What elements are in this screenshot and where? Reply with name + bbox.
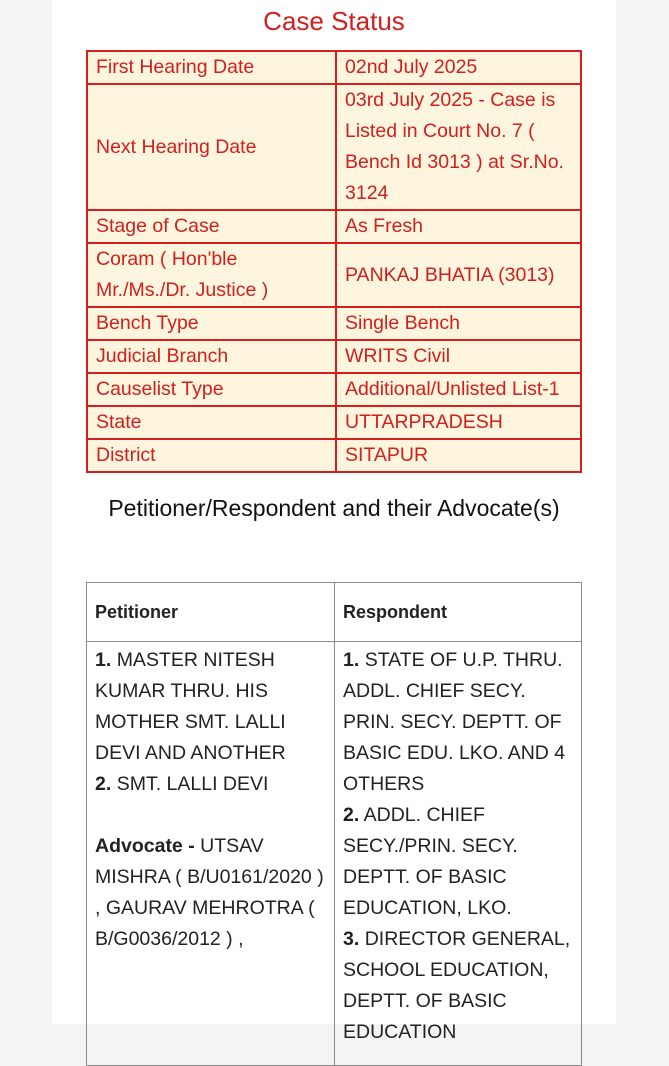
table-row [87,439,581,472]
petitioner-name: SMT. LALLI DEVI [116,773,269,795]
table-row [87,307,581,340]
row-value: SITAPUR [336,439,581,472]
table-row [87,373,581,406]
table-row [87,51,581,84]
petitioner-name: MASTER NITESH KUMAR THRU. HIS MOTHER SMT. LALLI DEVI AND ANOTHER [95,649,286,764]
row-label: First Hearing Date [87,51,336,84]
respondent-name: DIRECTOR GENERAL, SCHOOL EDUCATION, DEPTT. OF BASIC EDUCATION [343,928,571,1043]
row-value: 02nd July 2025 [336,51,581,84]
table-row [87,210,581,243]
row-label: Judicial Branch [87,340,336,373]
row-label: Stage of Case [87,210,336,243]
case-status-table [86,50,582,473]
row-value: As Fresh [336,210,581,243]
petitioner-header: Petitioner [87,583,335,642]
item-number: 3. [343,928,360,950]
spacer [95,800,326,831]
row-label: District [87,439,336,472]
parties-table [86,582,582,1066]
row-value: PANKAJ BHATIA (3013) [336,243,581,307]
table-header-row [87,583,582,642]
list-item [95,645,326,769]
item-number: 2. [343,804,360,826]
list-item [343,924,573,1048]
row-value: 03rd July 2025 - Case is Listed in Court No. 7 ( Bench Id 3013 ) at Sr.No. 3124 [336,84,581,210]
row-value: Additional/Unlisted List-1 [336,373,581,406]
respondent-name: STATE OF U.P. THRU. ADDL. CHIEF SECY. PRIN. SECY. DEPTT. OF BASIC EDU. LKO. AND 4 OTHERS [343,649,566,795]
row-label: Causelist Type [87,373,336,406]
row-label: State [87,406,336,439]
table-row [87,84,581,210]
row-value: Single Bench [336,307,581,340]
row-value: WRITS Civil [336,340,581,373]
list-item [95,769,326,800]
respondent-header: Respondent [335,583,582,642]
respondent-name: ADDL. CHIEF SECY./PRIN. SECY. DEPTT. OF BASIC EDUCATION, LKO. [343,804,518,919]
section-heading: Petitioner/Respondent and their Advocate(s) [108,495,560,521]
row-label: Next Hearing Date [87,84,336,210]
advocate-entry [95,831,326,955]
table-row [87,340,581,373]
petitioner-cell [87,642,335,1066]
row-label: Bench Type [87,307,336,340]
respondent-cell [335,642,582,1066]
case-page [52,0,616,1043]
row-label: Coram ( Hon'ble Mr./Ms./Dr. Justice ) [87,243,336,307]
item-number: 1. [343,649,360,671]
advocate-label: Advocate - [95,835,195,857]
table-row [87,642,582,1066]
list-item [343,800,573,924]
table-row [87,406,581,439]
list-item [343,645,573,800]
item-number: 1. [95,649,112,671]
table-row [87,243,581,307]
item-number: 2. [95,773,112,795]
advocate-names: UTSAV MISHRA ( B/U0161/2020 ) , GAURAV MEHROTRA ( B/G0036/2012 ) , [95,835,324,950]
row-value: UTTARPRADESH [336,406,581,439]
page-title: Case Status [263,6,405,36]
